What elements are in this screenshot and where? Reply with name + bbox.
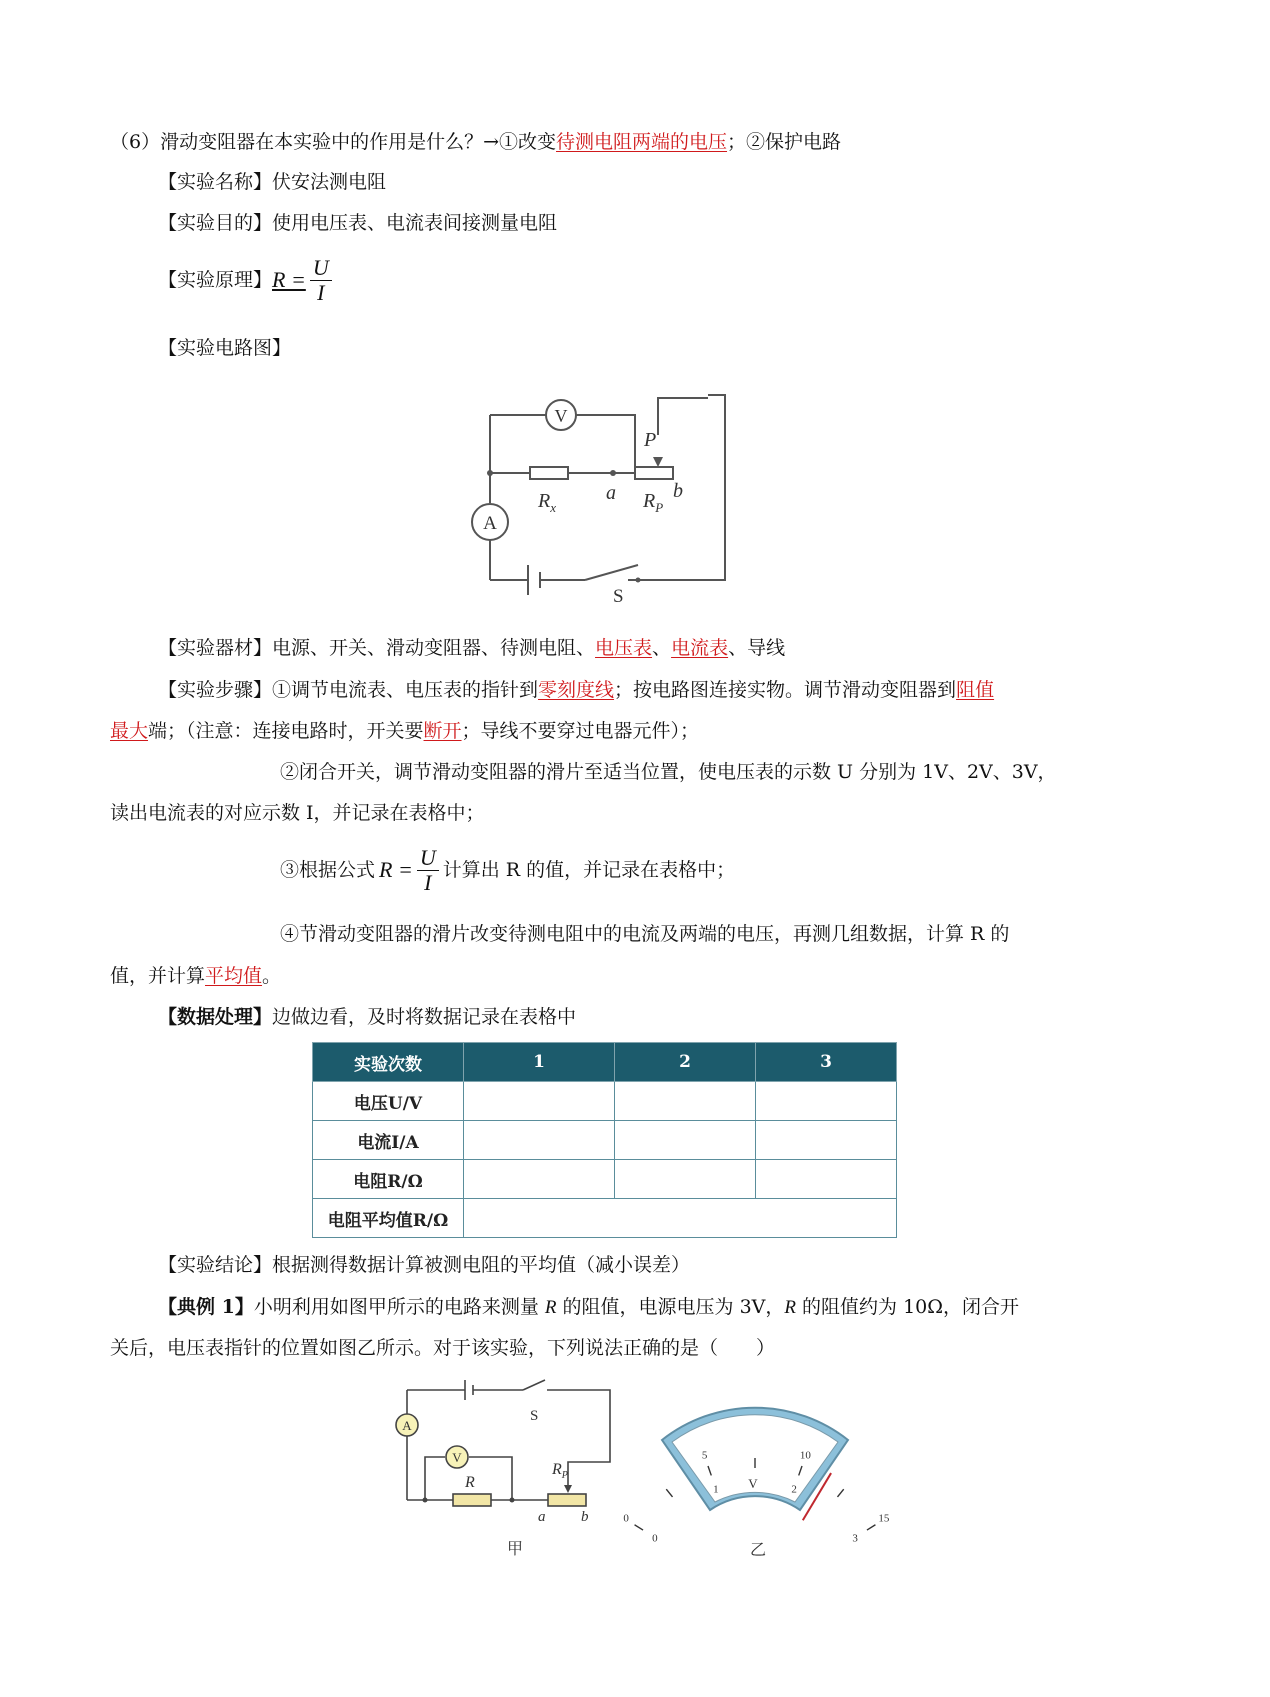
svg-text:S: S (613, 586, 624, 607)
step3-fraction (417, 846, 439, 895)
question-6 (110, 128, 1100, 156)
equipment-label: 【实验器材】 (158, 637, 273, 659)
principle-denominator: I (317, 279, 325, 305)
dial-tick (666, 1489, 672, 1497)
experiment-purpose-label: 【实验目的】 (158, 212, 273, 234)
dial-tick (837, 1489, 843, 1497)
q6-tail: ；②保护电路 (727, 131, 842, 153)
circuit-diagram-title: 【实验电路图】 (158, 337, 292, 359)
svg-text:S: S (530, 1408, 539, 1424)
step4-text-b: 值，并计算 (110, 965, 206, 987)
svg-text:P: P (644, 429, 657, 451)
svg-text:A: A (483, 513, 497, 534)
svg-text:a: a (606, 482, 616, 504)
equipment-voltmeter: 电压表 (595, 637, 653, 659)
steps-line-2 (110, 717, 1100, 745)
table-row (313, 1121, 897, 1160)
svg-text:a: a (538, 1509, 546, 1525)
dial-tick (635, 1525, 643, 1530)
row-label: 电流I/A (313, 1121, 464, 1160)
upper-tick-label: 5 (701, 1449, 708, 1462)
table-cell (756, 1160, 897, 1199)
circuit-diagram-1 (460, 395, 740, 610)
table-row (313, 1160, 897, 1199)
experiment-principle (158, 255, 1148, 305)
example-text-3: 的阻值约为 10Ω，闭合开 (796, 1296, 1020, 1318)
experiment-name-text: 伏安法测电阻 (272, 171, 387, 193)
equipment (158, 634, 1148, 662)
experiment-principle-label: 【实验原理】 (158, 269, 273, 291)
lower-tick-label: 3 (852, 1532, 858, 1545)
ammeter-icon (472, 504, 508, 540)
table-cell (756, 1082, 897, 1121)
example-line-2: 关后，电压表指针的位置如图乙所示。对于该实验，下列说法正确的是（ ） (110, 1337, 776, 1359)
table-header: 3 (756, 1043, 897, 1082)
row-label: 电压U/V (313, 1082, 464, 1121)
experiment-name-label: 【实验名称】 (158, 171, 273, 193)
step3-text-a: ③根据公式 (280, 859, 376, 881)
voltmeter-icon (446, 1446, 468, 1468)
table-cell (464, 1082, 615, 1121)
table-cell (464, 1160, 615, 1199)
step4-line-1: ④节滑动变阻器的滑片改变待测电阻中的电流及两端的电压，再测几组数据，计算 R 的 (280, 923, 1010, 945)
row-label: 电阻R/Ω (313, 1160, 464, 1199)
dial-tick (867, 1525, 875, 1530)
svg-text:A: A (402, 1418, 412, 1433)
table-cell (615, 1082, 756, 1121)
step1-open: 断开 (423, 720, 462, 742)
step1-text-d: ；导线不要穿过电器元件）； (461, 720, 700, 742)
step4-average: 平均值 (205, 965, 263, 987)
lower-tick-label: 1 (713, 1483, 719, 1496)
row-label: 电阻平均值R/Ω (313, 1199, 464, 1238)
battery-icon (528, 565, 540, 595)
rheostat-rp (548, 1494, 586, 1506)
table-row (313, 1199, 897, 1238)
step3-denominator: I (424, 869, 432, 895)
svg-text:V: V (554, 406, 568, 426)
principle-lhs: R = (272, 267, 306, 292)
svg-text:b: b (673, 480, 683, 502)
step1-max-a: 阻值 (956, 679, 995, 701)
resistor-rx (530, 467, 568, 479)
data-processing-label: 【数据处理】 (158, 1006, 273, 1028)
equipment-text-2: 、导线 (728, 637, 786, 659)
step2-line-1: ②闭合开关，调节滑动变阻器的滑片至适当位置，使电压表的示数 U 分别为 1V、2V、3V， (280, 761, 1057, 783)
q6-answer: 待测电阻两端的电压 (556, 131, 728, 153)
example-r-2: R (784, 1297, 796, 1318)
rheostat-rp (635, 467, 673, 479)
steps-line-1 (158, 676, 1148, 704)
table-header: 2 (615, 1043, 756, 1082)
q6-text: （6）滑动变阻器在本实验中的作用是什么？→①改变 (110, 131, 557, 153)
step1-text-c: 端；（注意：连接电路时，开关要 (148, 720, 424, 742)
step3-text-b: 计算出 R 的值，并记录在表格中； (442, 859, 736, 881)
example-text-1: 小明利用如图甲所示的电路来测量 (253, 1296, 545, 1318)
table-cell (464, 1199, 897, 1238)
voltmeter-icon (546, 400, 576, 430)
step1-max-b: 最大 (110, 720, 149, 742)
equipment-ammeter: 电流表 (671, 637, 729, 659)
meter-unit: V (748, 1476, 758, 1491)
svg-text:R: R (465, 1474, 475, 1491)
svg-text:b: b (581, 1509, 589, 1525)
caption-jia: 甲 (507, 1541, 524, 1558)
data-table (312, 1042, 897, 1238)
example-r-1: R (544, 1297, 557, 1318)
table-row (313, 1082, 897, 1121)
table-cell (615, 1121, 756, 1160)
steps-label: 【实验步骤】 (158, 679, 273, 701)
circuit-diagram-jia (395, 1380, 635, 1560)
upper-tick-label: 10 (799, 1449, 811, 1462)
svg-text:Rx: $R_x$ (538, 490, 556, 515)
voltmeter-dial (623, 1385, 890, 1560)
svg-text:RP: $R_P$ (552, 1461, 568, 1481)
step1-zero-line: 零刻度线 (538, 679, 615, 701)
example-text-2: 的阻值，电源电压为 3V， (556, 1296, 785, 1318)
data-processing-text: 边做边看，及时将数据记录在表格中 (272, 1006, 577, 1028)
step1-text-b: ；按电路图连接实物。调节滑动变阻器到 (614, 679, 957, 701)
experiment-name (158, 168, 1148, 196)
resistor-r (453, 1494, 491, 1506)
equipment-text-1: 电源、开关、滑动变阻器、待测电阻、 (272, 637, 596, 659)
table-cell (615, 1160, 756, 1199)
conclusion (158, 1251, 1148, 1279)
svg-text:V: V (452, 1450, 462, 1465)
conclusion-label: 【实验结论】 (158, 1254, 273, 1276)
lower-tick-label: 2 (791, 1483, 797, 1496)
table-header-row (313, 1043, 897, 1082)
step3-numerator: U (417, 846, 439, 871)
example-label: 【典例 1】 (158, 1296, 254, 1318)
battery-icon (465, 1380, 473, 1400)
principle-fraction (310, 256, 332, 305)
conclusion-text: 根据测得数据计算被测电阻的平均值（减小误差） (272, 1254, 691, 1276)
step4-line-2 (110, 962, 1100, 990)
data-processing (158, 1003, 1148, 1031)
lower-tick-label: 0 (652, 1532, 658, 1545)
equipment-sep: 、 (652, 637, 672, 659)
ammeter-icon (396, 1414, 418, 1436)
upper-tick-label: 15 (878, 1512, 890, 1525)
principle-numerator: U (310, 256, 332, 281)
step4-text-c: 。 (262, 965, 282, 987)
svg-text:RP: $R_P$ (643, 490, 664, 515)
step3 (280, 843, 1270, 896)
table-cell (756, 1121, 897, 1160)
table-header: 实验次数 (313, 1043, 464, 1082)
table-cell (464, 1121, 615, 1160)
experiment-purpose-text: 使用电压表、电流表间接测量电阻 (272, 212, 558, 234)
step1-text-a: ①调节电流表、电压表的指针到 (272, 679, 539, 701)
upper-tick-label: 0 (623, 1512, 629, 1525)
caption-yi: 乙 (750, 1542, 767, 1559)
table-header: 1 (464, 1043, 615, 1082)
step3-lhs: R = (379, 857, 413, 882)
example-line-1 (158, 1293, 1148, 1322)
step2-line-2: 读出电流表的对应示数 I，并记录在表格中； (110, 802, 485, 824)
experiment-purpose (158, 209, 1148, 237)
